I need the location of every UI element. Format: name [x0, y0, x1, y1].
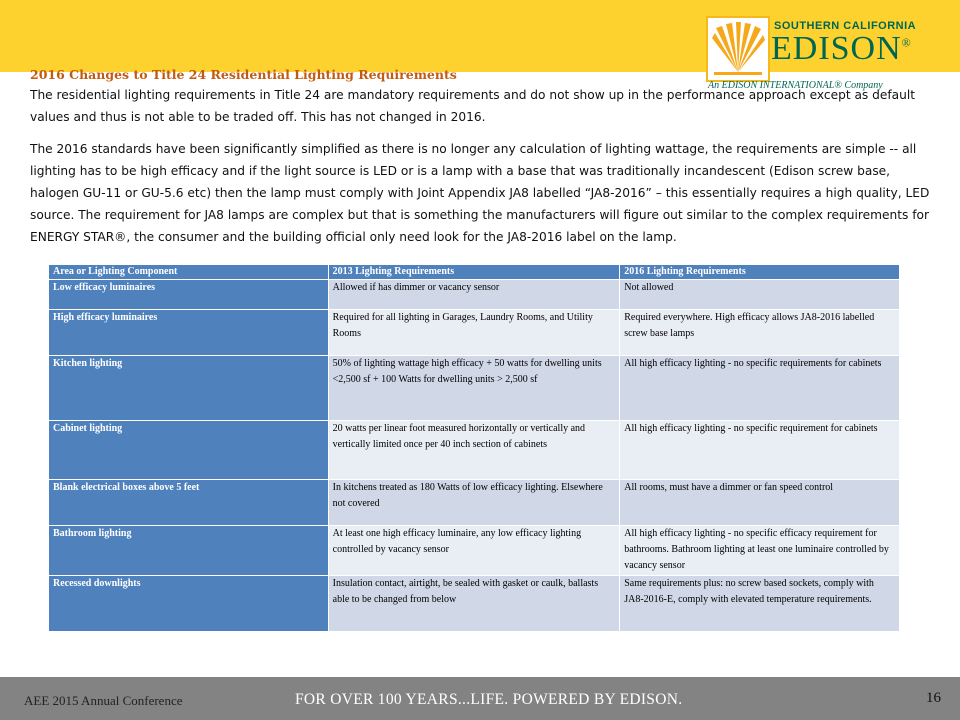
table-row	[49, 421, 900, 480]
row-header: Bathroom lighting	[49, 526, 329, 576]
table-cell: Required for all lighting in Garages, Laundry Rooms, and Utility Rooms	[328, 310, 620, 356]
footer-slogan: FOR OVER 100 YEARS...LIFE. POWERED BY EDISON.	[295, 691, 683, 708]
logo-tagline: An EDISON INTERNATIONAL® Company	[708, 80, 883, 91]
requirements-table	[48, 264, 900, 632]
logo-top-line: SOUTHERN CALIFORNIA	[774, 20, 917, 32]
paragraph-1: The residential lighting requirements in Title 24 are mandatory requirements and do not show up in the performance approach except as default values and thus is not able to be traded off. This has not changed in 2016.	[30, 88, 916, 124]
row-header: Cabinet lighting	[49, 421, 329, 480]
table-cell: Required everywhere. High efficacy allows JA8-2016 labelled screw base lamps	[620, 310, 900, 356]
table-row	[49, 576, 900, 632]
table-cell: 50% of lighting wattage high efficacy + 50 watts for dwelling units <2,500 sf + 100 Watts for dwelling units > 2,500 sf	[328, 356, 620, 421]
column-header: 2013 Lighting Requirements	[328, 265, 620, 280]
slide-heading: 2016 Changes to Title 24 Residential Lighting Requirements	[30, 67, 457, 82]
table-cell: All rooms, must have a dimmer or fan speed control	[620, 480, 900, 526]
logo-wordmark	[771, 30, 912, 68]
paragraph-2: The 2016 standards have been significantly simplified as there is no longer any calculation of lighting wattage, the requirements are simple -- all lighting has to be high efficacy and if the light source is LED or is a lamp with a base that was traditionally incandescent (Edison screw base, halogen GU-11 or GU-5.6 etc) then the lamp must comply with Joint Appendix JA8 labelled “JA8-2016” – this essentially requires a high quality, LED source. The requirement for JA8 lamps are complex but that is something the manufacturers will figure out similar to the complex requirements for ENERGY STAR®, the consumer and the building official only need look for the JA8-2016 label on the lamp.	[30, 142, 930, 244]
table-row	[49, 310, 900, 356]
row-header: High efficacy luminaires	[49, 310, 329, 356]
table-cell: Not allowed	[620, 280, 900, 310]
table-cell: Same requirements plus: no screw based sockets, comply with JA8-2016-E, comply with elevated temperature requirements.	[620, 576, 900, 632]
table-cell: In kitchens treated as 180 Watts of low efficacy lighting. Elsewhere not covered	[328, 480, 620, 526]
table-row	[49, 480, 900, 526]
table-row	[49, 280, 900, 310]
table-cell: All high efficacy lighting - no specific requirements for cabinets	[620, 356, 900, 421]
table-cell: All high efficacy lighting - no specific requirement for cabinets	[620, 421, 900, 480]
table-cell: At least one high efficacy luminaire, any low efficacy lighting controlled by vacancy sensor	[328, 526, 620, 576]
table-row	[49, 356, 900, 421]
page-number: 16	[926, 690, 941, 706]
row-header: Low efficacy luminaires	[49, 280, 329, 310]
table-cell: Insulation contact, airtight, be sealed with gasket or caulk, ballasts able to be changed from below	[328, 576, 620, 632]
conference-name: AEE 2015 Annual Conference	[24, 693, 183, 708]
table-cell: Allowed if has dimmer or vacancy sensor	[328, 280, 620, 310]
row-header: Kitchen lighting	[49, 356, 329, 421]
table-cell: 20 watts per linear foot measured horizontally or vertically and vertically limited once per 40 inch section of cabinets	[328, 421, 620, 480]
column-header: Area or Lighting Component	[49, 265, 329, 280]
table-header-row	[49, 265, 900, 280]
row-header: Blank electrical boxes above 5 feet	[49, 480, 329, 526]
table-row	[49, 526, 900, 576]
slide-content	[30, 66, 935, 248]
table-cell: All high efficacy lighting - no specific efficacy requirement for bathrooms. Bathroom lighting at least one luminaire controlled by vacancy sensor	[620, 526, 900, 576]
logo-registered-mark: ®	[901, 35, 912, 50]
row-header: Recessed downlights	[49, 576, 329, 632]
column-header: 2016 Lighting Requirements	[620, 265, 900, 280]
logo-wordmark-text: EDISON	[771, 30, 902, 67]
